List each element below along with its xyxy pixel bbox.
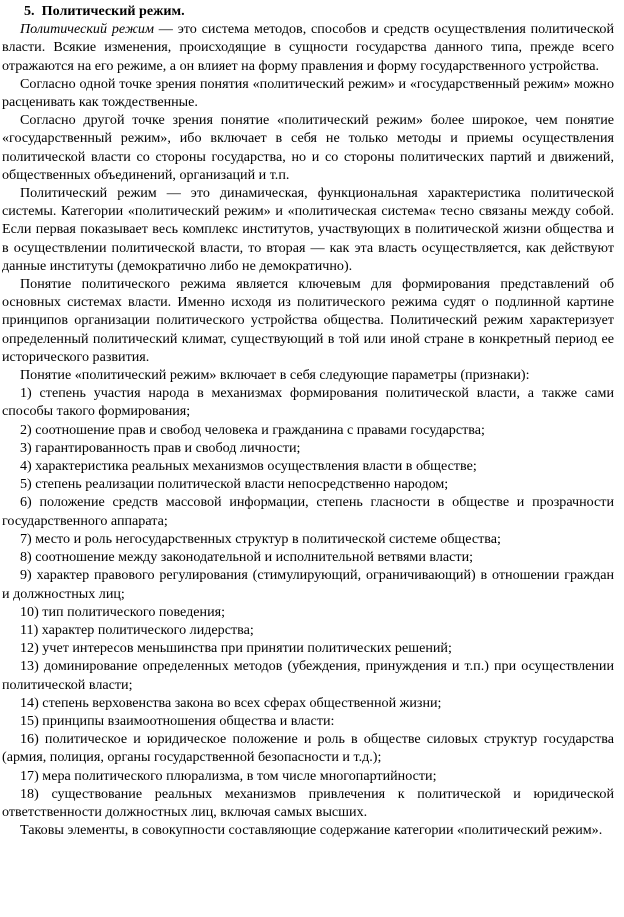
list-item: 10) тип политического поведения; — [20, 603, 226, 620]
list-item: 16) политическое и юридическое положение и роль в обществе силовых структур государства (армия, полиция, органы государственной безопасности и т.д.); — [2, 731, 614, 766]
paragraph-dynamic-characteristic: Политический режим — это динамическая, функциональная характеристика политической системы. Категории «политический режим» и «политическая система« тесно связаны между собой. Если первая показывает весь комплекс институтов, участвующих в политической жизни общества и в осуществлении политической власти, то вторая — как эта власть осуществляется, как действуют данные институты (демократично либо не демократично). — [2, 185, 614, 274]
list-item: 9) характер правового регулирования (стимулирующий, ограничивающий) в отношении граждан и должностных лиц; — [2, 567, 614, 602]
list-item: 5) степень реализации политической власти непосредственно народом; — [20, 476, 449, 493]
list-item: 15) принципы взаимоотношения общества и власти: — [20, 712, 335, 729]
intro-paragraph — [2, 20, 614, 75]
paragraph-key-concept: Понятие политического режима является ключевым для формирования представлений об основных системах власти. Именно исходя из политического режима судят о подлинной картине принципов организации политического устройства общества. Политический режим характеризует определенный политический климат, существующий в той или иной стране в конкретный период ее исторического развития. — [2, 276, 614, 365]
section-heading — [2, 2, 614, 20]
list-item: 8) соотношение между законодательной и исполнительной ветвями власти; — [20, 549, 474, 566]
closing-paragraph: Таковы элементы, в совокупности составляющие содержание категории «политический режим». — [20, 822, 603, 839]
list-item: 14) степень верховенства закона во всех сферах общественной жизни; — [20, 694, 442, 711]
defined-term: Политический режим — [20, 21, 154, 38]
list-item: 13) доминирование определенных методов (убеждения, принуждения и т.п.) при осуществлении политической власти; — [2, 658, 614, 693]
list-item: 6) положение средств массовой информации, степень гласности в обществе и прозрачности государственного аппарата; — [2, 494, 614, 529]
paragraph-identical-view: Согласно одной точке зрения понятия «политический режим» и «государственный режим» можно расценивать как тождественные. — [2, 75, 614, 111]
section-number: 5. — [24, 3, 35, 19]
list-item: 4) характеристика реальных механизмов осуществления власти в обществе; — [20, 458, 477, 475]
section-title: Политический режим. — [41, 3, 185, 19]
list-item: 2) соотношение прав и свобод человека и гражданина с правами государства; — [20, 421, 485, 438]
list-item: 18) существование реальных механизмов привлечения к политической и юридической ответственности должностных лиц, включая самых высших. — [2, 785, 614, 820]
definition-text: — это система методов, способов и средств осуществления политической власти. Всякие изменения, происходящие в сущности государства данного типа, прежде всего отражаются на его режиме, а он влияет на форму правления и форму государственного устройства. — [2, 21, 614, 74]
list-item: 12) учет интересов меньшинства при принятии политических решений; — [20, 640, 452, 657]
criteria-list — [2, 384, 614, 821]
list-item: 17) мера политического плюрализма, в том числе многопартийности; — [20, 767, 437, 784]
paragraph-broader-view: Согласно другой точке зрения понятие «политический режим» более широкое, чем понятие «государственный режим», ибо включает в себя не только методы и приемы осуществления политической власти со стороны государства, но и со стороны политических партий и движений, общественных объединений, организаций и т.п. — [2, 112, 614, 183]
list-item: 11) характер политического лидерства; — [20, 621, 254, 638]
paragraph-criteria-intro: Понятие «политический режим» включает в себя следующие параметры (признаки): — [20, 367, 530, 384]
list-item: 7) место и роль негосударственных структур в политической системе общества; — [20, 530, 501, 547]
list-item: 3) гарантированность прав и свобод личности; — [20, 439, 301, 456]
list-item: 1) степень участия народа в механизмах формирования политической власти, а также сами способы такого формирования; — [2, 385, 614, 420]
